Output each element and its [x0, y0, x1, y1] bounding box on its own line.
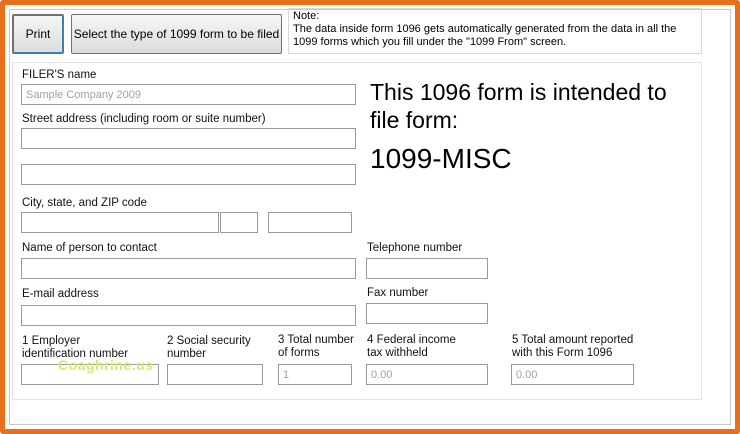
fax-input[interactable]	[366, 303, 488, 324]
zip-input[interactable]	[268, 212, 352, 233]
form-intent-text: This 1096 form is intended to file form:	[370, 79, 667, 133]
email-input[interactable]	[21, 305, 356, 326]
watermark: Coaghrine.us	[58, 357, 154, 373]
total-amount-reported-label: 5 Total amount reported with this Form 1096	[512, 334, 634, 359]
email-label: E-mail address	[22, 288, 99, 300]
ssn-label: 2 Social security number	[167, 335, 251, 360]
total-amount-reported-input[interactable]: 0.00	[511, 364, 634, 385]
telephone-input[interactable]	[366, 258, 488, 279]
note-box	[288, 8, 702, 54]
total-forms-label: 3 Total number of forms	[278, 334, 354, 359]
ssn-input[interactable]	[167, 364, 263, 385]
telephone-label: Telephone number	[367, 242, 463, 254]
street-address-line1-input[interactable]	[21, 128, 356, 149]
federal-tax-withheld-input[interactable]: 0.00	[366, 364, 488, 385]
form-type-text: 1099-MISC	[370, 143, 512, 174]
note-title: Note:	[293, 10, 320, 22]
contact-person-label: Name of person to contact	[22, 242, 157, 254]
select-1099-type-button[interactable]: Select the type of 1099 form to be filed	[71, 14, 282, 54]
street-address-line2-input[interactable]	[21, 164, 356, 185]
street-address-label: Street address (including room or suite number)	[22, 113, 266, 125]
print-button[interactable]: Print	[12, 14, 64, 54]
filer-name-label: FILER'S name	[22, 69, 97, 81]
total-forms-input[interactable]: 1	[278, 364, 352, 385]
state-input[interactable]	[220, 212, 258, 233]
note-text: The data inside form 1096 gets automatically generated from the data in all the 1099 forms which you fill under the "1099 From" screen.	[293, 23, 677, 48]
city-state-zip-label: City, state, and ZIP code	[22, 197, 147, 209]
federal-tax-withheld-label: 4 Federal income tax withheld	[367, 334, 456, 359]
ein-label: 1 Employer identification number	[22, 335, 129, 360]
contact-person-input[interactable]	[21, 258, 356, 279]
filer-name-input[interactable]: Sample Company 2009	[21, 84, 356, 105]
fax-label: Fax number	[367, 287, 429, 299]
city-input[interactable]	[21, 212, 219, 233]
